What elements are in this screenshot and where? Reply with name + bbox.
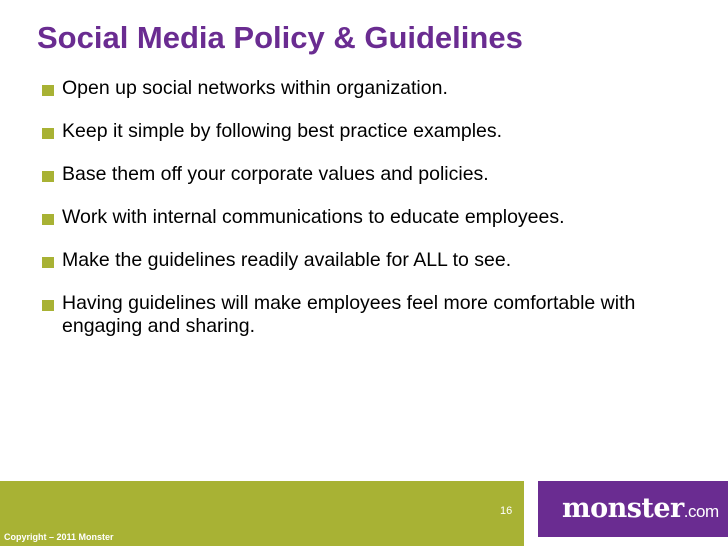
bullet-text: Open up social networks within organization.	[62, 77, 448, 99]
bullet-text: Having guidelines will make employees feel more comfortable with engaging and sharing.	[62, 292, 636, 337]
bullet-text: Base them off your corporate values and policies.	[62, 163, 489, 185]
logo-background	[538, 481, 728, 537]
bullet-item	[42, 163, 682, 186]
copyright-text: Copyright – 2011 Monster	[4, 532, 114, 542]
bullet-text: Make the guidelines readily available for ALL to see.	[62, 249, 512, 271]
bullet-square-icon	[42, 300, 54, 311]
bullet-square-icon	[42, 257, 54, 268]
bullet-square-icon	[42, 85, 54, 96]
monster-logo	[538, 481, 728, 546]
bullet-item	[42, 120, 682, 143]
bullet-text: Keep it simple by following best practice examples.	[62, 120, 503, 142]
page-number: 16	[500, 505, 513, 517]
bullet-item	[42, 292, 682, 338]
bullet-square-icon	[42, 128, 54, 139]
bullet-square-icon	[42, 214, 54, 225]
slide-title: Social Media Policy & Guidelines	[37, 20, 523, 55]
logo-name: monster	[562, 493, 684, 524]
bullet-item	[42, 77, 682, 100]
bullet-list	[42, 77, 682, 358]
bullet-item	[42, 206, 682, 229]
bullet-square-icon	[42, 171, 54, 182]
logo-suffix: .com	[683, 502, 719, 521]
logo-wordmark	[562, 493, 719, 524]
bullet-text: Work with internal communications to educate employees.	[62, 206, 565, 228]
bullet-item	[42, 249, 682, 272]
